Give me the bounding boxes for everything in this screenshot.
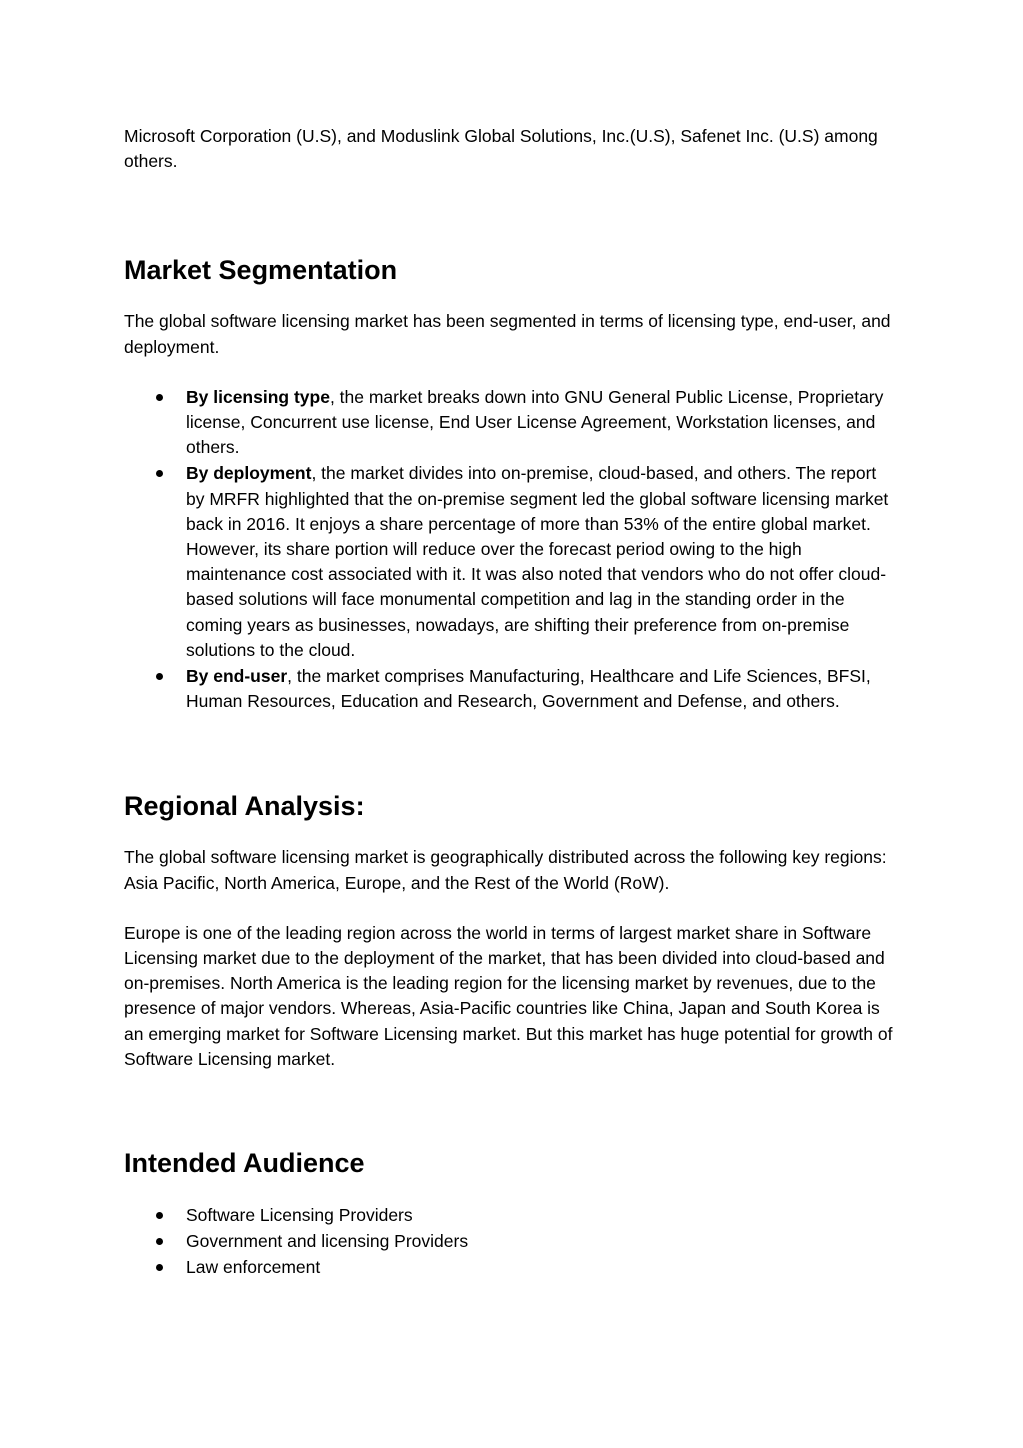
bullet-icon	[156, 1238, 163, 1245]
bullet-icon	[156, 1264, 163, 1271]
list-item-text: , the market breaks down into GNU General Public License, Proprietary license, Concurrent use license, End User License Agreement, Workstation licenses, and others.	[186, 386, 884, 458]
list-item-text: , the market comprises Manufacturing, Healthcare and Life Sciences, BFSI, Human Resources, Education and Research, Government and Defense, and others.	[186, 666, 871, 712]
regional-analysis-heading: Regional Analysis:	[124, 791, 365, 822]
list-item-text: , the market divides into on-premise, cloud-based, and others. The report by MRFR highlighted that the on-premise segment led the global software licensing market back in 2016. It enjoys a share percentage of more than 53% of the entire global market. However, its share portion will reduce over the forecast period owing to the high maintenance cost associated with it. It was also noted that vendors who do not offer cloud-based solutions will face monumental competition and lag in the standing order in the coming years as businesses, nowadays, are shifting their preference from on-premise solutions to the cloud.	[186, 463, 889, 660]
list-item-label: By licensing type	[186, 386, 330, 407]
list-item	[124, 385, 899, 461]
list-item	[124, 664, 899, 714]
list-item	[124, 1203, 899, 1228]
list-item-text: Government and licensing Providers	[186, 1231, 469, 1252]
segmentation-intro-paragraph: The global software licensing market has been segmented in terms of licensing type, end-user, and deployment.	[124, 311, 891, 357]
list-item	[124, 1229, 899, 1254]
document-page	[124, 124, 899, 1281]
audience-list	[124, 1203, 899, 1281]
segmentation-list	[124, 385, 899, 715]
bullet-icon	[156, 470, 163, 477]
list-item	[124, 461, 899, 663]
list-item-label: By deployment	[186, 463, 312, 484]
list-item-label: By end-user	[186, 666, 288, 687]
intended-audience-heading: Intended Audience	[124, 1148, 365, 1179]
list-item-text: Software Licensing Providers	[186, 1205, 413, 1226]
intro-paragraph: Microsoft Corporation (U.S), and Moduslink Global Solutions, Inc.(U.S), Safenet Inc. (U.S) among others.	[124, 126, 878, 172]
regional-paragraph-2: Europe is one of the leading region across the world in terms of largest market share in Software Licensing market due to the deployment of the market, that has been divided into cloud-based and on-premises. North America is the leading region for the licensing market by revenues, due to the presence of major vendors. Whereas, Asia-Pacific countries like China, Japan and South Korea is an emerging market for Software Licensing market. But this market has huge potential for growth of Software Licensing market.	[124, 922, 893, 1069]
bullet-icon	[156, 1212, 163, 1219]
bullet-icon	[156, 394, 163, 401]
bullet-icon	[156, 673, 163, 680]
regional-paragraph-1: The global software licensing market is geographically distributed across the following key regions: Asia Pacific, North America, Europe, and the Rest of the World (RoW).	[124, 847, 887, 893]
list-item	[124, 1255, 899, 1280]
list-item-text: Law enforcement	[186, 1257, 321, 1278]
market-segmentation-heading: Market Segmentation	[124, 255, 398, 286]
